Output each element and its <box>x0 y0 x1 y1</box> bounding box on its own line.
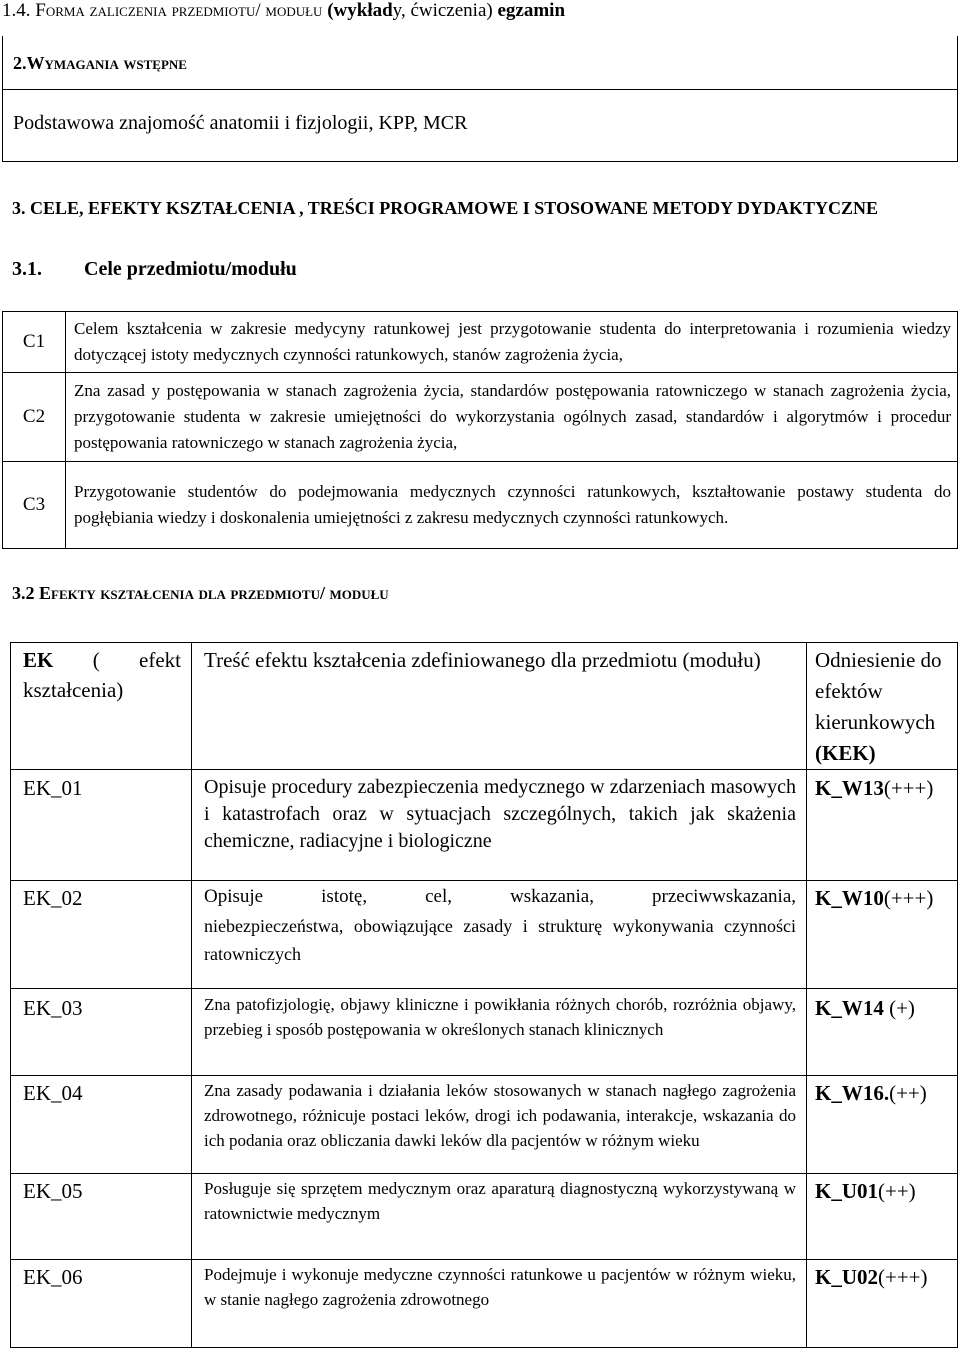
table-row <box>11 1260 958 1348</box>
section-3-1-heading <box>12 258 297 281</box>
section-number: 3.1. <box>12 258 42 280</box>
kek-code: K_W14 <box>815 996 884 1020</box>
kek-code: K_U02 <box>815 1265 878 1289</box>
section-title-normal: y, ćwiczenia) <box>392 0 498 21</box>
requirements-content-box <box>2 90 958 162</box>
ek-kek <box>807 881 958 989</box>
header-ek <box>11 643 192 770</box>
requirements-heading: 2.Wymagania wstępne <box>13 53 187 73</box>
table-header-row <box>11 643 958 770</box>
ek-kek <box>807 770 958 881</box>
section-1-4-heading <box>2 0 565 22</box>
kek-code: K_W13 <box>815 776 884 800</box>
ek-id: EK_05 <box>11 1174 192 1260</box>
ek-text <box>192 881 807 989</box>
goal-id: C3 <box>3 462 66 549</box>
ek-text: Zna patofizjologię, objawy kliniczne i powikłania różnych chorób, rozróżnia objawy, przebieg i sposób postępowania w określonych stanach klinicznych <box>192 989 807 1076</box>
ek-text: Podejmuje i wykonuje medyczne czynności ratunkowe u pacjentów w różnym wieku, w stanie nagłego zagrożenia zdrowotnego <box>192 1260 807 1348</box>
table-row <box>11 1076 958 1174</box>
table-row <box>3 373 958 462</box>
table-row <box>11 989 958 1076</box>
table-row <box>11 770 958 881</box>
ek-id: EK_02 <box>11 881 192 989</box>
ek-text-line1: Opisuje istotę, cel, wskazania, przeciwwskazania, <box>204 886 796 907</box>
header-kek <box>807 643 958 770</box>
table-row <box>3 312 958 373</box>
kek-level: (+++) <box>883 886 934 910</box>
section-number: 1.4. <box>2 0 31 21</box>
section-title-bold: (wykład <box>322 0 393 21</box>
goal-id: C1 <box>3 312 66 373</box>
kek-code: K_U01 <box>815 1179 878 1203</box>
table-row <box>3 462 958 549</box>
section-3-heading: 3. CELE, EFEKTY KSZTAŁCENIA , TREŚCI PROGRAMOWE I STOSOWANE METODY DYDAKTYCZNE <box>12 198 878 218</box>
table-row <box>11 881 958 989</box>
effects-table <box>10 642 958 1348</box>
section-title: Cele przedmiotu/modułu <box>84 258 297 280</box>
ek-id: EK_04 <box>11 1076 192 1174</box>
ek-kek <box>807 1260 958 1348</box>
ek-kek <box>807 1076 958 1174</box>
kek-level: (+++) <box>878 1265 928 1289</box>
goals-table <box>2 311 958 549</box>
ek-kek <box>807 989 958 1076</box>
header-ek-rest: ( efekt kształcenia) <box>23 648 181 702</box>
ek-kek <box>807 1174 958 1260</box>
header-ek-bold: EK <box>23 648 54 672</box>
section-title: Forma zaliczenia przedmiotu/ modułu <box>35 0 323 21</box>
ek-text: Zna zasady podawania i działania leków stosowanych w stanach nagłego zagrożenia zdrowotnego, różnicuje postaci leków, drogi ich podawania, interakcje, wskazania do ich podania oraz obliczania dawki leków dla pacjentów w różnym wieku <box>192 1076 807 1174</box>
header-kek-bold: (KEK) <box>815 741 876 765</box>
ek-id: EK_06 <box>11 1260 192 1348</box>
goal-text: Zna zasad y postępowania w stanach zagrożenia życia, standardów postępowania ratowniczego w stanach zagrożenia życia, przygotowanie studenta w zakresie umiejętności do wykorzystania ogólnych zasad, standardów i algorytmów i procedur postępowania ratowniczego w stanach zagrożenia życia, <box>66 373 958 462</box>
goal-text: Przygotowanie studentów do podejmowania medycznych czynności ratunkowych, kształtowanie postawy studenta do pogłębiania wiedzy i doskonalenia umiejętności z zakresu medycznych czynności ratunkowych. <box>66 462 958 549</box>
table-row <box>11 1174 958 1260</box>
ek-text-rest: niebezpieczeństwa, obowiązujące zasady i strukturę wykonywania czynności ratowniczych <box>204 916 796 964</box>
ek-id: EK_01 <box>11 770 192 881</box>
kek-code: K_W16. <box>815 1081 890 1105</box>
goal-text: Celem kształcenia w zakresie medycyny ratunkowej jest przygotowanie studenta do interpretowania i rozumienia wiedzy dotyczącej istoty medycznych czynności ratunkowych, stanów zagrożenia życia, <box>66 312 958 373</box>
kek-level: (++) <box>889 1081 927 1105</box>
exam-form: egzamin <box>497 0 566 21</box>
requirements-heading-box <box>2 36 958 90</box>
kek-level: (++) <box>878 1179 916 1203</box>
ek-id: EK_03 <box>11 989 192 1076</box>
kek-code: K_W10 <box>815 886 884 910</box>
header-kek-text: Odniesienie do efektów kierunkowych <box>815 648 942 734</box>
section-3-2-heading: 3.2 Efekty kształcenia dla przedmiotu/ modułu <box>12 583 389 603</box>
ek-text: Opisuje procedury zabezpieczenia medycznego w zdarzeniach masowych i katastrofach oraz w sytuacjach szczególnych, takich jak skażenia chemiczne, radiacyjne i biologiczne <box>192 770 807 881</box>
header-content: Treść efektu kształcenia zdefiniowanego dla przedmiotu (modułu) <box>192 643 807 770</box>
kek-level: (+) <box>883 996 915 1020</box>
goal-id: C2 <box>3 373 66 462</box>
ek-text: Posługuje się sprzętem medycznym oraz aparaturą diagnostyczną wykorzystywaną w ratownictwie medycznym <box>192 1174 807 1260</box>
kek-level: (+++) <box>883 776 934 800</box>
requirements-content: Podstawowa znajomość anatomii i fizjologii, KPP, MCR <box>13 112 468 134</box>
